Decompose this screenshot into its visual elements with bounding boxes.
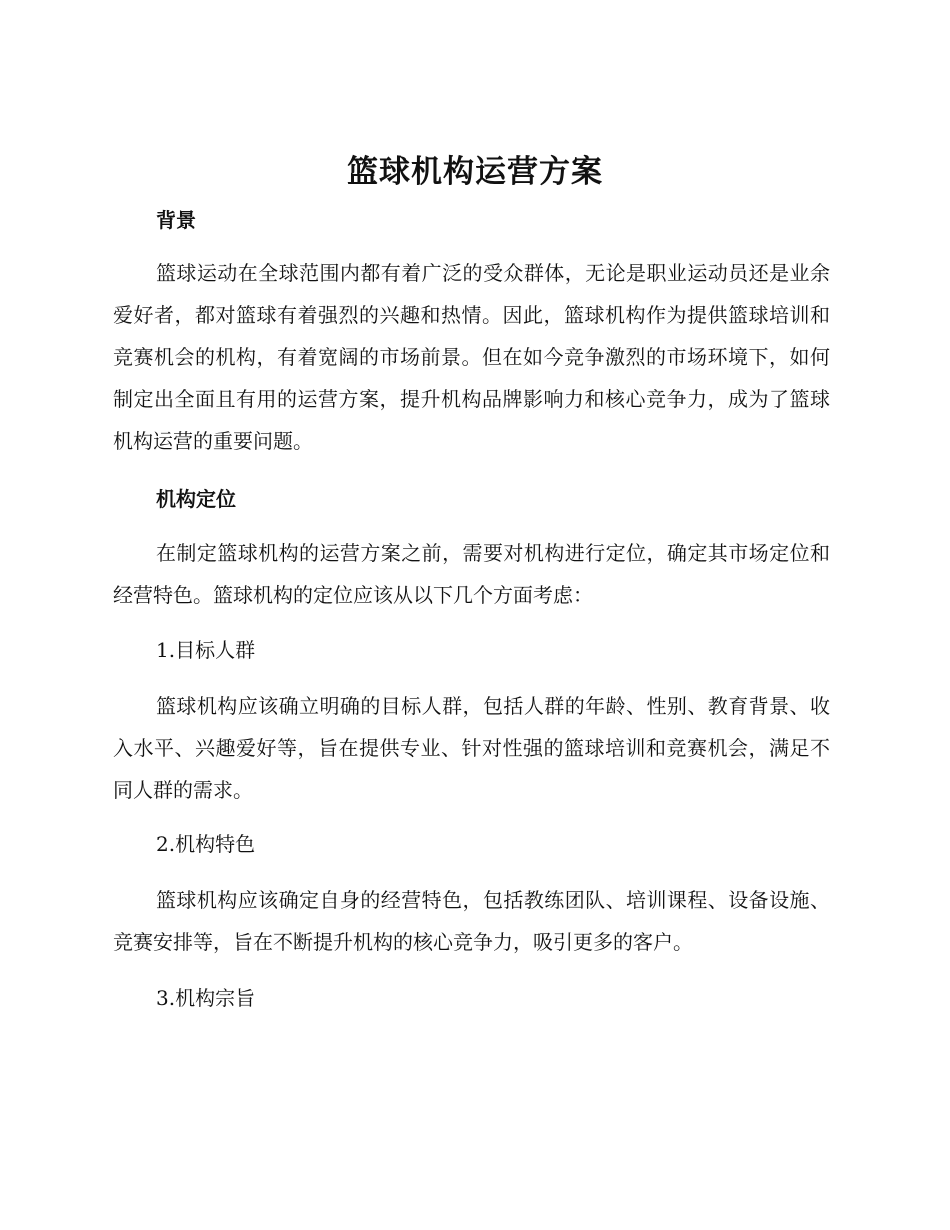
positioning-paragraph: 在制定篮球机构的运营方案之前，需要对机构进行定位，确定其市场定位和经营特色。篮球机构的定位应该从以下几个方面考虑： bbox=[113, 541, 830, 607]
subheading-features: 2.机构特色 bbox=[156, 832, 256, 856]
features-paragraph: 篮球机构应该确定自身的经营特色，包括教练团队、培训课程、设备设施、竞赛安排等，旨在不断提升机构的核心竞争力，吸引更多的客户。 bbox=[113, 888, 830, 954]
section-heading-background: 背景 bbox=[156, 208, 196, 232]
section-heading-positioning: 机构定位 bbox=[156, 487, 236, 511]
background-paragraph: 篮球运动在全球范围内都有着广泛的受众群体，无论是职业运动员还是业余爱好者，都对篮球有着强烈的兴趣和热情。因此，篮球机构作为提供篮球培训和竞赛机会的机构，有着宽阔的市场前景。但在如今竞争激烈的市场环境下，如何制定出全面且有用的运营方案，提升机构品牌影响力和核心竞争力，成为了篮球机构运营的重要问题。 bbox=[113, 261, 830, 453]
target-group-paragraph: 篮球机构应该确立明确的目标人群，包括人群的年龄、性别、教育背景、收入水平、兴趣爱好等，旨在提供专业、针对性强的篮球培训和竞赛机会，满足不同人群的需求。 bbox=[113, 694, 830, 802]
document-title: 篮球机构运营方案 bbox=[347, 154, 603, 190]
subheading-purpose: 3.机构宗旨 bbox=[156, 986, 256, 1010]
subheading-target-group: 1.目标人群 bbox=[156, 638, 256, 662]
